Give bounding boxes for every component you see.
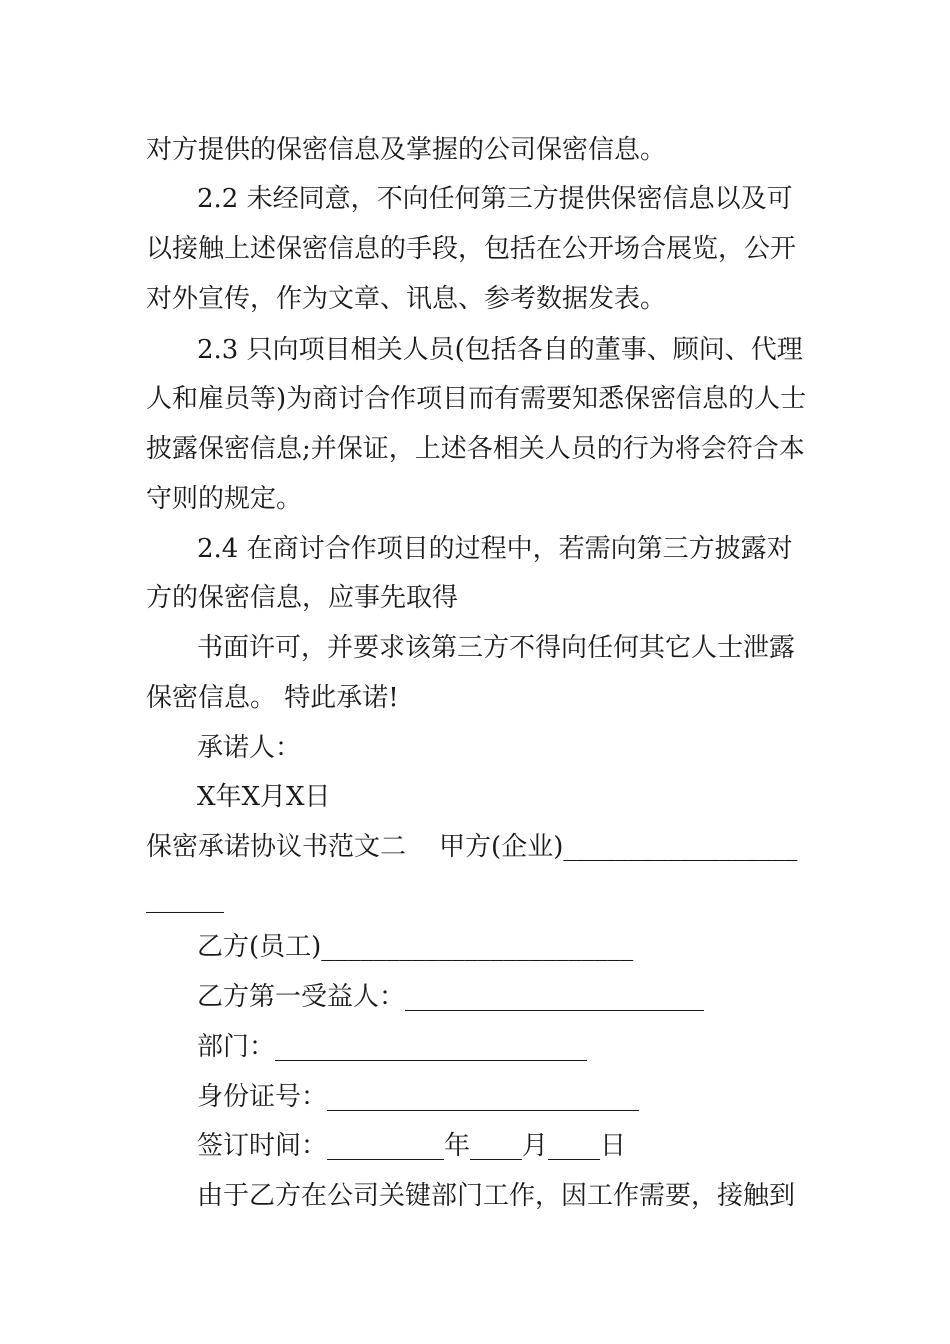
body-line: 书面许可，并要求该第三方不得向任何其它人士泄露 (197, 633, 796, 663)
body-line: 方的保密信息，应事先取得 (146, 583, 459, 613)
body-line: 人和雇员等)为商讨合作项目而有需要知悉保密信息的人士 (146, 384, 807, 414)
body-line: 对外宣传，作为文章、讯息、参考数据发表。 (146, 284, 667, 314)
body-line: 由于乙方在公司关键部门工作，因工作需要，接触到 (197, 1181, 796, 1211)
blank-underline: ______ (146, 884, 224, 914)
clause-2-3-line: 2.3 只向项目相关人员(包括各自的董事、顾问、代理 (197, 335, 803, 365)
clause-2-2-line: 2.2 未经同意，不向任何第三方提供保密信息以及可 (197, 184, 793, 214)
signing-date-field: 签订时间：_________年____月____日 (197, 1131, 627, 1161)
party-b-field: 乙方(员工)________________________ (197, 932, 634, 962)
promisor-label: 承诺人： (197, 733, 302, 763)
section-title-party-a: 保密承诺协议书范文二 甲方(企业)__________________ (146, 832, 798, 862)
body-line: 对方提供的保密信息及掌握的公司保密信息。 (146, 135, 667, 165)
body-line: 保密信息。 特此承诺! (146, 683, 399, 713)
body-line: 守则的规定。 (146, 484, 303, 514)
body-line: 披露保密信息;并保证，上述各相关人员的行为将会符合本 (146, 434, 805, 464)
body-line: 以接触上述保密信息的手段，包括在公开场合展览，公开 (146, 234, 797, 264)
date-line: X年X月X日 (197, 782, 331, 812)
id-number-field: 身份证号：________________________ (197, 1082, 640, 1112)
department-field: 部门：________________________ (197, 1032, 588, 1062)
beneficiary-field: 乙方第一受益人：_______________________ (197, 982, 705, 1012)
clause-2-4-line: 2.4 在商讨合作项目的过程中，若需向第三方披露对 (197, 534, 793, 564)
